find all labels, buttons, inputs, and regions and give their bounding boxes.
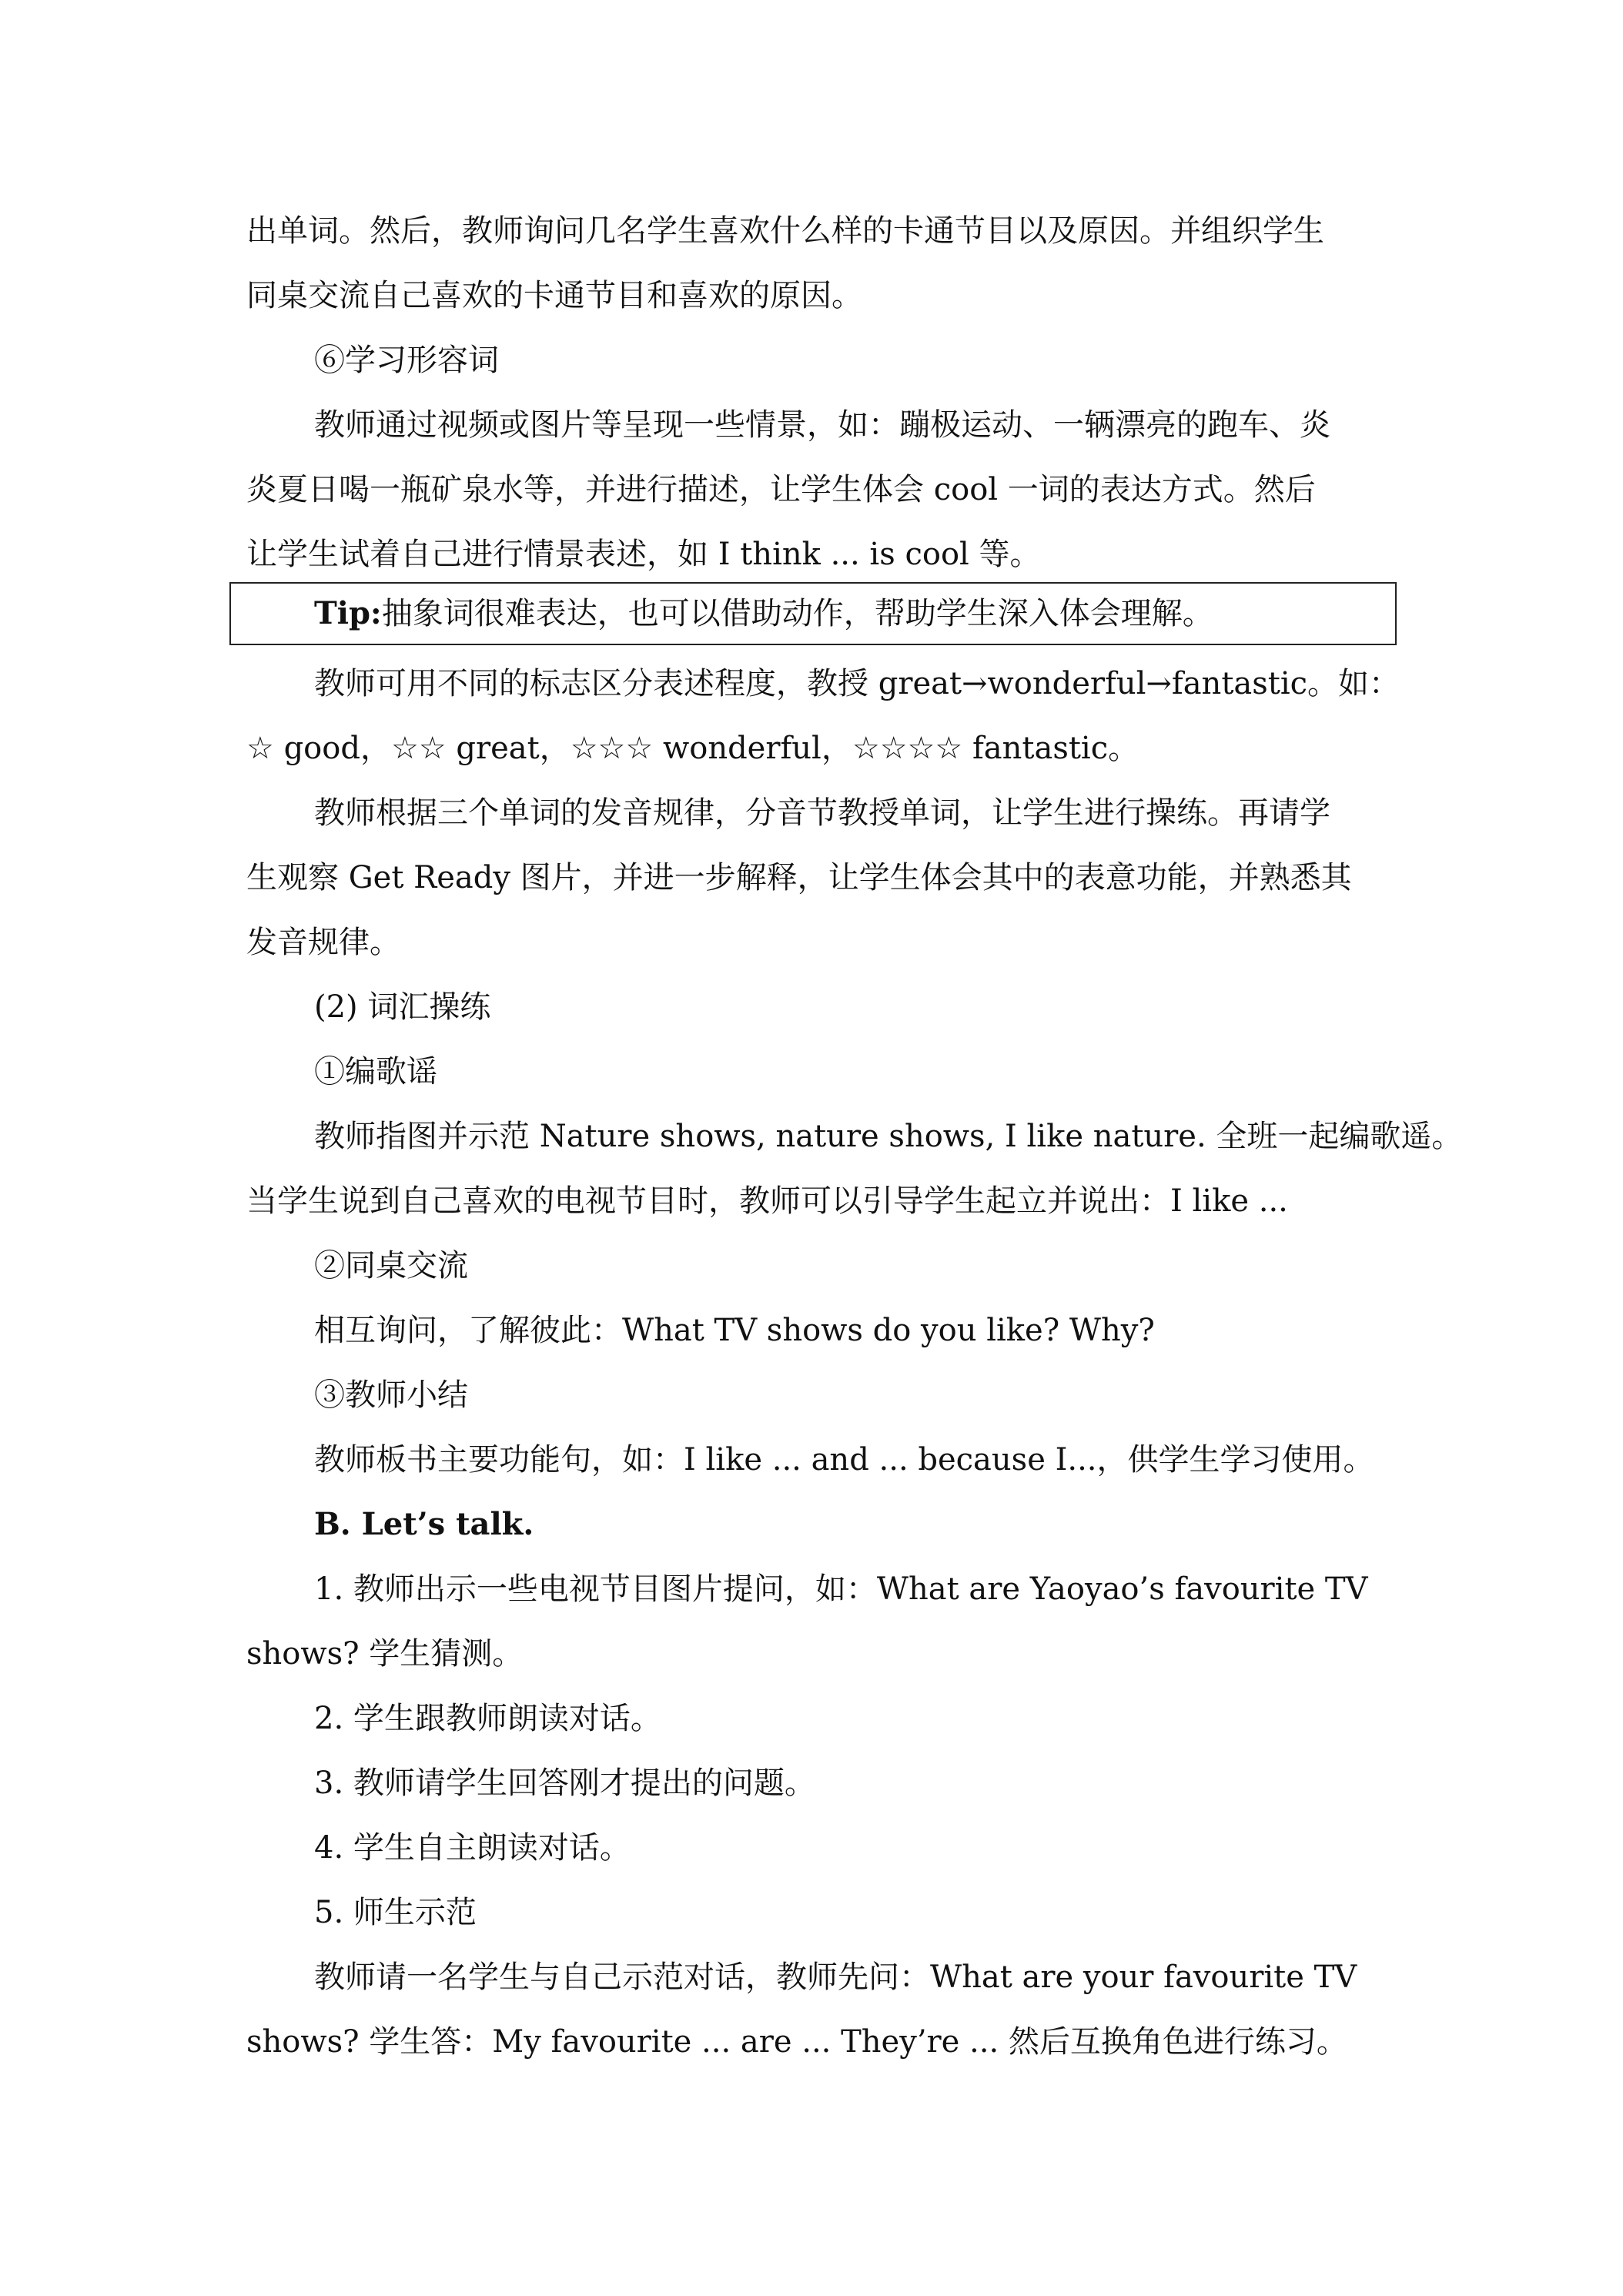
paragraph-line: 出单词。然后，教师询问几名学生喜欢什么样的卡通节目以及原因。并组织学生 — [246, 213, 1324, 249]
paragraph-line: 5. 师生示范 — [314, 1895, 477, 1930]
paragraph-line: 3. 教师请学生回答刚才提出的问题。 — [314, 1766, 815, 1801]
paragraph-line: 教师请一名学生与自己示范对话，教师先问：What are your favourite TV — [314, 1960, 1357, 1995]
paragraph-line: 4. 学生自主朗读对话。 — [314, 1830, 631, 1866]
paragraph-line: shows? 学生猜测。 — [246, 1636, 524, 1672]
tip-body: 抽象词很难表达，也可以借助动作，帮助学生深入体会理解。 — [381, 596, 1213, 631]
paragraph-line: 同桌交流自己喜欢的卡通节目和喜欢的原因。 — [246, 278, 862, 313]
subheading: ③教师小结 — [314, 1377, 468, 1413]
paragraph-line: 发音规律。 — [246, 925, 400, 960]
tip-label: Tip: — [314, 595, 382, 631]
paragraph-line: 让学生试着自己进行情景表述，如 I think ... is cool 等。 — [246, 537, 1041, 572]
tip-box — [229, 582, 1397, 645]
paragraph-line: shows? 学生答：My favourite ... are ... They’re ... 然后互换角色进行练习。 — [246, 2024, 1347, 2060]
paragraph-line: ☆ good，☆☆ great，☆☆☆ wonderful，☆☆☆☆ fantastic。 — [246, 731, 1139, 766]
paragraph-line: 2. 学生跟教师朗读对话。 — [314, 1701, 661, 1736]
tip-text — [314, 584, 1213, 644]
section-heading: B. Let’s talk. — [314, 1506, 534, 1542]
paragraph-line: 教师可用不同的标志区分表述程度，教授 great→wonderful→fantastic。如： — [314, 666, 1400, 701]
paragraph-line: 教师板书主要功能句，如：I like ... and ... because I...，供学生学习使用。 — [314, 1442, 1374, 1478]
paragraph-line: 当学生说到自己喜欢的电视节目时，教师可以引导学生起立并说出：I like ... — [246, 1183, 1288, 1219]
subheading: ②同桌交流 — [314, 1248, 468, 1284]
subheading: (2) 词汇操练 — [314, 989, 491, 1025]
subheading: ⑥学习形容词 — [314, 343, 499, 378]
paragraph-line: 教师指图并示范 Nature shows, nature shows, I like nature. 全班一起编歌遥。 — [314, 1119, 1463, 1154]
paragraph-line: 炎夏日喝一瓶矿泉水等，并进行描述，让学生体会 cool 一词的表达方式。然后 — [246, 472, 1316, 507]
paragraph-line: 相互询问，了解彼此：What TV shows do you like? Why? — [314, 1313, 1155, 1348]
paragraph-line: 教师根据三个单词的发音规律，分音节教授单词，让学生进行操练。再请学 — [314, 795, 1330, 831]
paragraph-line: 教师通过视频或图片等呈现一些情景，如：蹦极运动、一辆漂亮的跑车、炎 — [314, 407, 1330, 443]
paragraph-line: 生观察 Get Ready 图片，并进一步解释，让学生体会其中的表意功能，并熟悉其 — [246, 860, 1352, 895]
paragraph-line: 1. 教师出示一些电视节目图片提问，如：What are Yaoyao’s favourite TV — [314, 1571, 1368, 1607]
subheading: ①编歌谣 — [314, 1054, 437, 1089]
